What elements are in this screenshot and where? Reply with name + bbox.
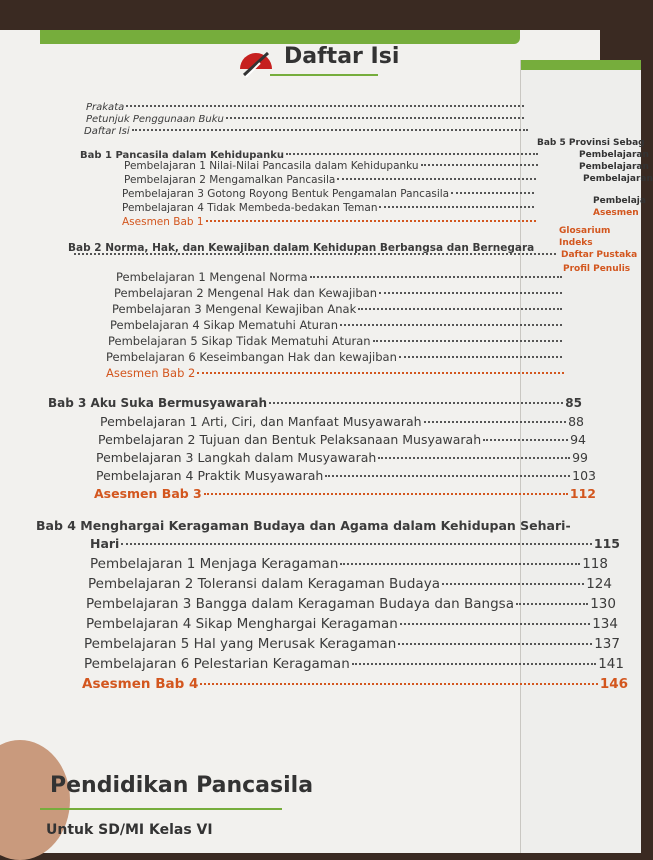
chapter-dots [72, 256, 558, 258]
toc-label: Pembelajaran 2 Mengenal Hak dan Kewajiban [114, 286, 378, 300]
facing-bab5: Bab 5 Provinsi Sebag [537, 138, 645, 148]
page-number: 112 [569, 486, 596, 501]
facing-line: Pembelajaran [583, 174, 653, 184]
toc-label: Pembelajaran 4 Tidak Membeda-bedakan Teman [122, 202, 378, 214]
toc-label: Pembelajaran 3 Bangga dalam Keragaman Budaya dan Bangsa [86, 596, 514, 612]
toc-row [122, 188, 536, 200]
toc-label: Prakata [86, 102, 125, 113]
facing-back: Daftar Pustaka [561, 250, 638, 260]
toc-row [100, 414, 584, 429]
chapter-title: Bab 2 Norma, Hak, dan Kewajiban dalam Kehidupan Berbangsa dan Bernegara [68, 242, 535, 254]
toc-label: Asesmen Bab 3 [94, 486, 202, 501]
chapter-title: Bab 1 Pancasila dalam Kehidupanku [80, 150, 285, 161]
facing-back: Glosarium [559, 226, 611, 236]
toc-row [122, 202, 536, 214]
toc-label: Pembelajaran 6 Pelestarian Keragaman [84, 656, 350, 672]
toc-row [96, 468, 596, 483]
toc-label: Pembelajaran 2 Mengamalkan Pancasila [124, 174, 336, 186]
toc-row [84, 126, 530, 137]
toc-label: Pembelajaran 3 Mengenal Kewajiban Anak [112, 302, 357, 316]
chapter-title: Bab 3 Aku Suka Bermusyawarah [48, 396, 268, 410]
book-subtitle: Untuk SD/MI Kelas VI [46, 822, 213, 838]
toc-row [96, 450, 588, 465]
chapter-heading [36, 518, 596, 533]
page-number: 124 [586, 576, 612, 592]
facing-page-banner [521, 60, 641, 70]
toc-label: Pembelajaran 1 Mengenal Norma [116, 270, 308, 284]
toc-label: Pembelajaran 5 Hal yang Merusak Keragaman [84, 636, 397, 652]
toc-label: Pembelajaran 6 Keseimbangan Hak dan kewajiban [106, 350, 397, 364]
toc-label: Asesmen Bab 4 [82, 676, 199, 692]
toc-label: Pembelajaran 4 Sikap Menghargai Keragaman [86, 616, 398, 632]
facing-back: Profil Penulis [563, 264, 631, 274]
page-number: 141 [598, 656, 624, 672]
book-logo-icon [238, 45, 274, 81]
toc-label: Pembelajaran 4 Praktik Musyawarah [96, 468, 324, 483]
page-number: 137 [594, 636, 620, 652]
chapter-title: Bab 4 Menghargai Keragaman Budaya dan Agama dalam Kehidupan Sehari- [36, 518, 571, 533]
toc-label: Asesmen Bab 1 [122, 216, 204, 228]
green-banner [40, 30, 520, 44]
toc-row [86, 102, 526, 113]
page-number: 118 [582, 556, 608, 572]
book-title: Pendidikan Pancasila [50, 773, 314, 798]
facing-back: Indeks [559, 238, 593, 248]
page-number: 85 [565, 396, 582, 410]
toc-row [90, 556, 608, 572]
chapter-heading-cont [90, 536, 620, 551]
toc-label: Pembelajaran 1 Menjaga Keragaman [90, 556, 339, 572]
facing-line: Pembelaja [593, 196, 646, 206]
page-number: 99 [572, 450, 588, 465]
toc-row [98, 432, 586, 447]
toc-row [116, 270, 564, 284]
facing-asesmen: Asesmen [593, 208, 639, 218]
chapter-title: Hari [90, 536, 120, 551]
toc-label: Petunjuk Penggunaan Buku [86, 114, 224, 125]
footer-underline [40, 808, 282, 810]
toc-row [112, 302, 564, 316]
toc-label: Pembelajaran 5 Sikap Tidak Mematuhi Aturan [108, 334, 371, 348]
toc-row [124, 160, 540, 172]
toc-row-asesmen [106, 366, 566, 380]
toc-row [106, 350, 564, 364]
toc-row-asesmen [82, 676, 628, 692]
page-number: 130 [590, 596, 616, 612]
toc-row [88, 576, 612, 592]
title-underline [270, 74, 378, 76]
chapter-heading [48, 396, 582, 410]
toc-label: Pembelajaran 2 Tujuan dan Bentuk Pelaksanaan Musyawarah [98, 432, 482, 447]
facing-line: Pembelajaran [579, 150, 649, 160]
toc-row [110, 318, 564, 332]
page-number: 103 [572, 468, 596, 483]
toc-label: Pembelajaran 3 Langkah dalam Musyawarah [96, 450, 377, 465]
toc-row-asesmen [122, 216, 538, 228]
toc-label: Daftar Isi [84, 126, 130, 137]
page-title: Daftar Isi [284, 44, 400, 69]
toc-row [108, 334, 564, 348]
page-number: 134 [592, 616, 618, 632]
page-number: 88 [568, 414, 584, 429]
toc-row [86, 616, 618, 632]
page-number: 146 [599, 676, 628, 692]
toc-label: Pembelajaran 4 Sikap Mematuhi Aturan [110, 318, 339, 332]
page-number: 115 [593, 536, 620, 551]
toc-row [86, 596, 616, 612]
facing-line: Pembelajaran [579, 162, 649, 172]
toc-row [114, 286, 564, 300]
toc-label: Pembelajaran 3 Gotong Royong Bentuk Pengamalan Pancasila [122, 188, 450, 200]
toc-row [86, 114, 526, 125]
toc-label: Pembelajaran 1 Arti, Ciri, dan Manfaat Musyawarah [100, 414, 422, 429]
toc-row [124, 174, 538, 186]
toc-label: Pembelajaran 1 Nilai-Nilai Pancasila dalam Kehidupanku [124, 160, 419, 172]
page-number: 94 [570, 432, 586, 447]
toc-row [84, 656, 624, 672]
toc-label: Asesmen Bab 2 [106, 366, 196, 380]
toc-row-asesmen [94, 486, 596, 501]
toc-label: Pembelajaran 2 Toleransi dalam Keragaman Budaya [88, 576, 440, 592]
toc-row [84, 636, 620, 652]
